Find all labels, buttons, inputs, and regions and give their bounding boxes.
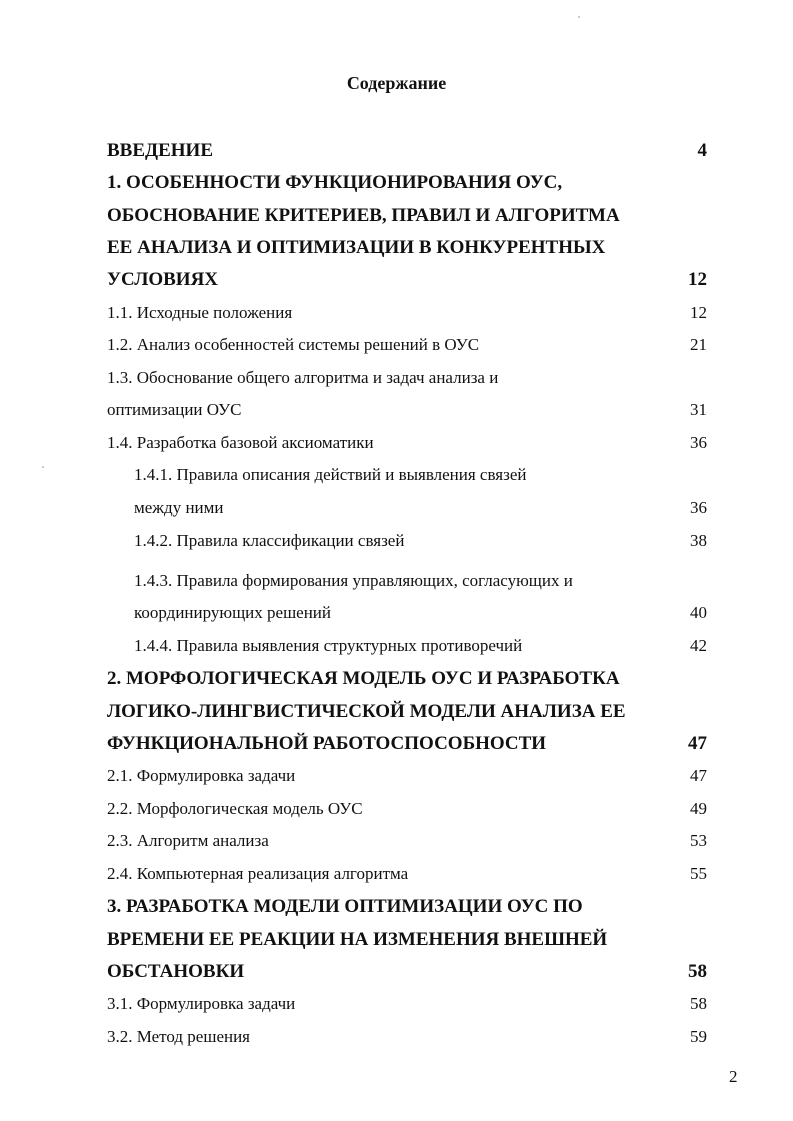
toc-entry-page: 40 [690, 603, 707, 622]
toc-entry-text: 1.2. Анализ особенностей системы решений в ОУС [107, 335, 480, 354]
toc-entry-text: 1. ОСОБЕННОСТИ ФУНКЦИОНИРОВАНИЯ ОУС, [107, 172, 563, 193]
toc-entry-text: ЛОГИКО-ЛИНГВИСТИЧЕСКОЙ МОДЕЛИ АНАЛИЗА ЕЕ [107, 701, 626, 722]
toc-entry-text: ФУНКЦИОНАЛЬНОЙ РАБОТОСПОСОБНОСТИ [107, 733, 547, 754]
toc-entry-page: 36 [690, 498, 707, 517]
toc-entry-text: 3.1. Формулировка задачи [107, 994, 296, 1013]
toc-entry-text: УСЛОВИЯХ [107, 269, 219, 290]
toc-entry-text: 1.4.2. Правила классификации связей [134, 531, 405, 550]
toc-entry-page: 21 [690, 335, 707, 354]
toc-entry-page: 12 [690, 303, 707, 322]
toc-entry-text: 2.1. Формулировка задачи [107, 766, 296, 785]
toc-entry-page: 47 [688, 733, 707, 754]
toc-entry-page: 42 [690, 636, 707, 655]
toc-entry-text: ВРЕМЕНИ ЕЕ РЕАКЦИИ НА ИЗМЕНЕНИЯ ВНЕШНЕЙ [107, 929, 608, 950]
page-title: Содержание [346, 73, 447, 93]
toc-entry-page: 55 [690, 864, 707, 883]
toc-entry-page: 47 [690, 766, 707, 785]
toc-entry-text: координирующих решений [134, 603, 332, 622]
toc-entry-text: 1.3. Обоснование общего алгоритма и задач анализа и [107, 368, 499, 387]
toc-entry-text: ВВЕДЕНИЕ [107, 140, 213, 161]
toc-entry-page: 36 [690, 433, 707, 452]
toc-entry-page: 58 [688, 961, 707, 982]
toc-entry-text: между ними [134, 498, 224, 517]
toc-entry-text: 2. МОРФОЛОГИЧЕСКАЯ МОДЕЛЬ ОУС И РАЗРАБОТКА [107, 668, 620, 689]
toc-entry-text: 3.2. Метод решения [107, 1027, 250, 1046]
toc-entry-text: 1.4.1. Правила описания действий и выявления связей [134, 465, 527, 484]
toc-entry-text: ОБОСНОВАНИЕ КРИТЕРИЕВ, ПРАВИЛ И АЛГОРИТМА [107, 205, 620, 226]
page-number: 2 [729, 1067, 738, 1086]
toc-entry-page: 31 [690, 400, 707, 419]
toc-entry-text: 2.2. Морфологическая модель ОУС [107, 799, 363, 818]
toc-entry-text: оптимизации ОУС [107, 400, 242, 419]
toc-entry-text: 3. РАЗРАБОТКА МОДЕЛИ ОПТИМИЗАЦИИ ОУС ПО [107, 896, 583, 917]
toc-entry-page: 58 [690, 994, 707, 1013]
toc-entry-text: ЕЕ АНАЛИЗА И ОПТИМИЗАЦИИ В КОНКУРЕНТНЫХ [107, 237, 606, 258]
toc-entry-text: 2.3. Алгоритм анализа [107, 831, 269, 850]
toc-entry-text: 1.4.4. Правила выявления структурных противоречий [134, 636, 523, 655]
toc-entry-page: 59 [690, 1027, 707, 1046]
toc-entry-page: 49 [690, 799, 707, 818]
toc-entry-text: 1.4. Разработка базовой аксиоматики [107, 433, 374, 452]
toc-entry-text: 1.1. Исходные положения [107, 303, 293, 322]
toc-entry-page: 38 [690, 531, 707, 550]
scan-speck [42, 466, 44, 468]
toc-entry-text: 2.4. Компьютерная реализация алгоритма [107, 864, 409, 883]
toc-entry-text: ОБСТАНОВКИ [107, 961, 245, 982]
toc-entry-page: 12 [688, 269, 707, 290]
toc-entry-page: 53 [690, 831, 707, 850]
scan-speck [578, 16, 580, 18]
toc-entry-text: 1.4.3. Правила формирования управляющих, согласующих и [134, 571, 573, 590]
toc-entry-page: 4 [697, 140, 707, 161]
